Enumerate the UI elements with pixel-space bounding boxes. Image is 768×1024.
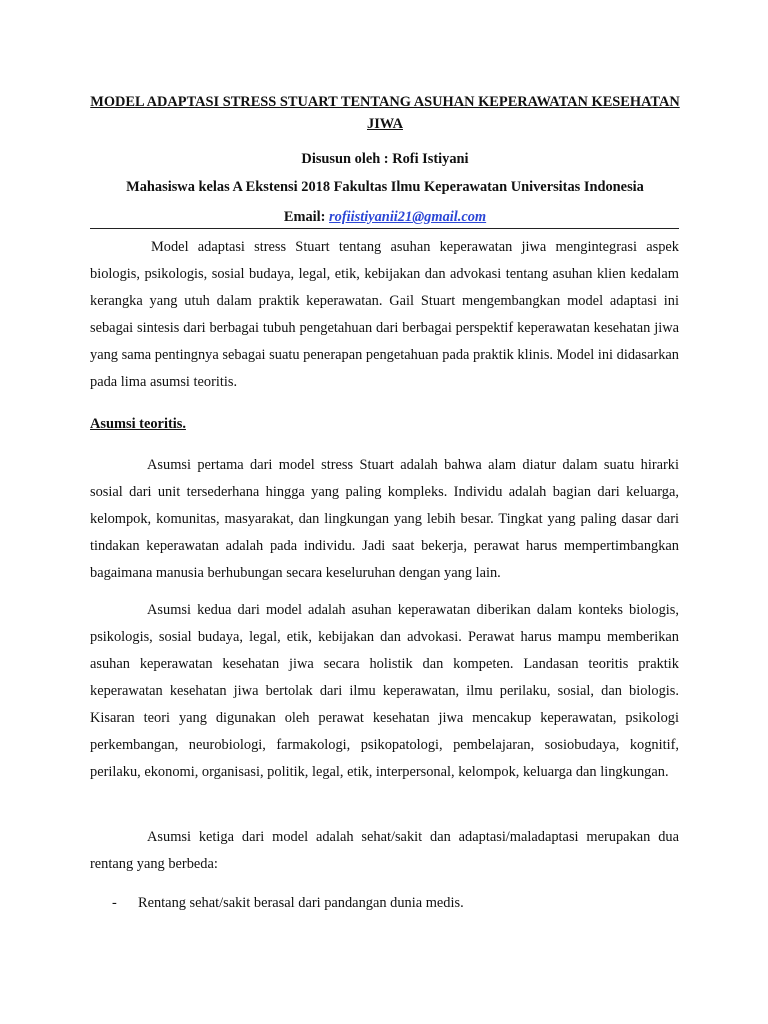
affiliation-line: Mahasiswa kelas A Ekstensi 2018 Fakultas Ilmu Keperawatan Universitas Indonesia bbox=[126, 179, 644, 195]
header-divider bbox=[90, 228, 679, 229]
author-line: Disusun oleh : Rofi Istiyani bbox=[301, 151, 469, 167]
bullet-text: Rentang sehat/sakit berasal dari pandangan dunia medis. bbox=[138, 895, 464, 911]
section-heading: Asumsi teoritis. bbox=[90, 416, 186, 432]
email-link[interactable]: rofiistiyanii21@gmail.com bbox=[329, 209, 487, 225]
email-label: Email: bbox=[283, 209, 326, 225]
paragraph-second-assumption: Asumsi kedua dari model adalah asuhan keperawatan diberikan dalam konteks biologis, psikologis, sosial budaya, legal, etik, kebijakan dan advokasi. Perawat harus mampu memberikan asuhan keperawatan kesehatan jiwa secara holistik dan kompeten. Landasan teoritis praktik keperawatan kesehatan jiwa bertolak dari ilmu keperawatan, ilmu perilaku, sosial, dan biologis. Kisaran teori yang digunakan oleh perawat kesehatan jiwa mencakup keperawatan, psikologi perkembangan, neurobiologi, farmakologi, psikopatologi, pembelajaran, sosiobudaya, kognitif, perilaku, ekonomi, organisasi, politik, legal, etik, interpersonal, kelompok, keluarga dan lingkungan. bbox=[90, 602, 679, 780]
email-line bbox=[90, 207, 680, 227]
paragraph-first-assumption: Asumsi pertama dari model stress Stuart adalah bahwa alam diatur dalam suatu hirarki sosial dari unit tersederhana hingga yang paling kompleks. Individu adalah bagian dari keluarga, kelompok, komunitas, masyarakat, dan lingkungan yang lebih besar. Tingkat yang paling dasar dari tindakan keperawatan adalah pada individu. Jadi saat bekerja, perawat harus mempertimbangkan bagaimana manusia berhubungan secara keseluruhan dengan yang lain. bbox=[90, 457, 679, 581]
intro-paragraph: Model adaptasi stress Stuart tentang asuhan keperawatan jiwa mengintegrasi aspek biologis, psikologis, sosial budaya, legal, etik, kebijakan dan advokasi tentang asuhan klien kedalam kerangka yang utuh dalam praktik keperawatan. Gail Stuart mengembangkan model adaptasi ini sebagai sintesis dari berbagai tubuh pengetahuan dari berbagai perspektif keperawatan kesehatan jiwa yang sama pentingnya sebagai suatu penerapan pengetahuan pada praktik klinis. Model ini didasarkan pada lima asumsi teoritis. bbox=[90, 239, 679, 390]
paragraph-third-assumption: Asumsi ketiga dari model adalah sehat/sakit dan adaptasi/maladaptasi merupakan dua rentang yang berbeda: bbox=[90, 829, 679, 872]
bullet-marker: - bbox=[112, 895, 117, 911]
document-title: MODEL ADAPTASI STRESS STUART TENTANG ASUHAN KEPERAWATAN KESEHATAN JIWA bbox=[90, 94, 680, 132]
